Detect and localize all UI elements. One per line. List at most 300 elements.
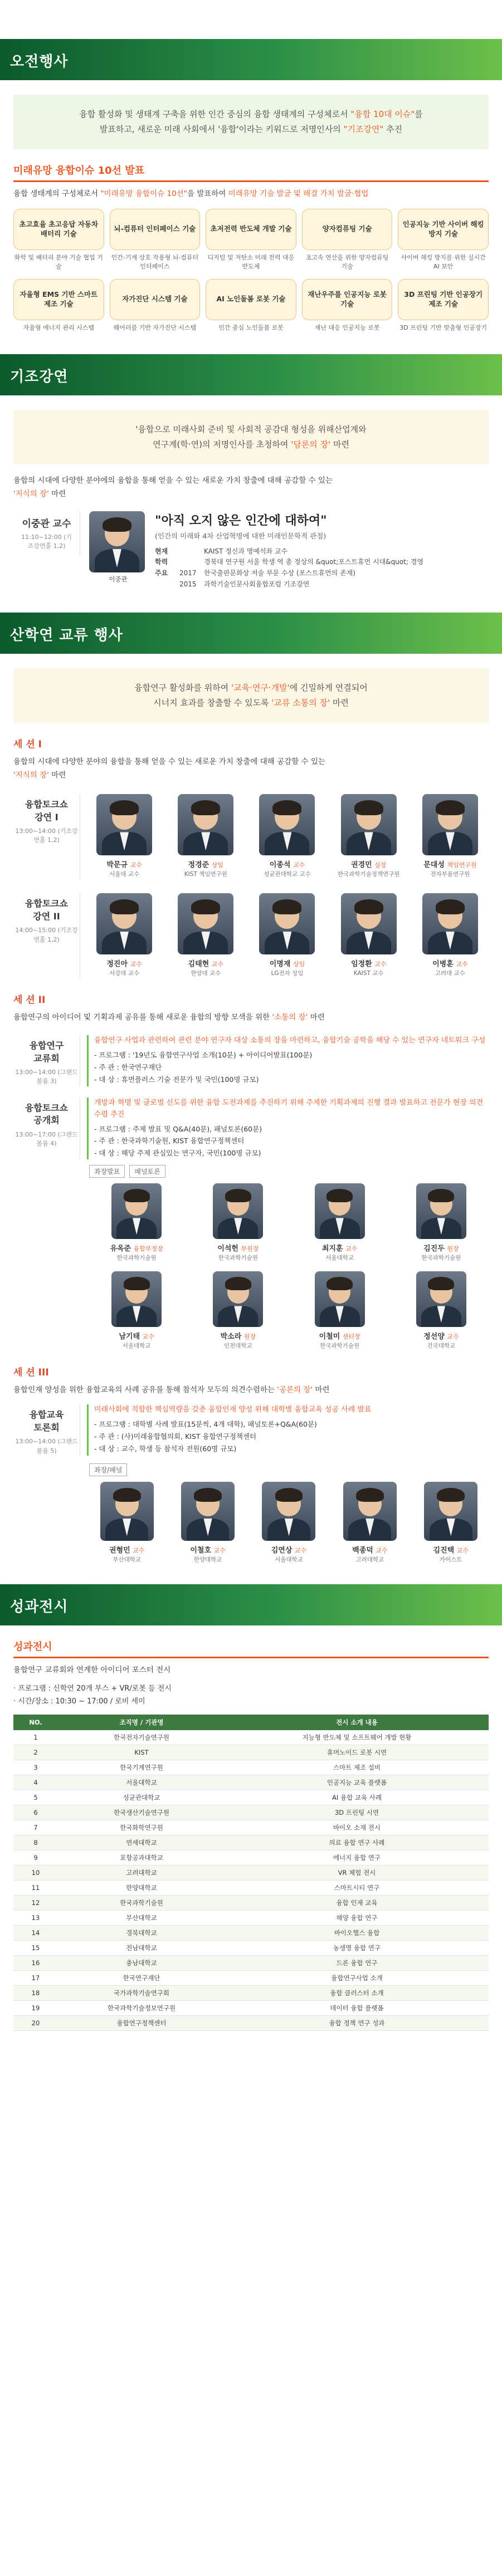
person-name — [423, 859, 476, 869]
table-row — [13, 1986, 489, 2001]
tag: 좌장/패널 — [89, 1463, 127, 1476]
row-title-text: 교류회 — [33, 1052, 60, 1064]
person-desc: KIST 책임연구원 — [184, 871, 227, 878]
person-role: 교수 — [294, 1547, 307, 1555]
intro-text: 연구계(학·연)의 저명인사를 초청하여 — [153, 439, 291, 450]
speaker-quote: "아직 오지 않은 인간에 대하여" — [155, 513, 327, 528]
row-title — [13, 1040, 80, 1065]
person-desc: 서울대 교수 — [109, 871, 140, 878]
session-2-label: 세 션 II — [13, 994, 46, 1006]
row-title: 토론회 — [33, 1422, 60, 1433]
table-cell: 바이오 소재 전시 — [225, 1820, 489, 1835]
person-photo — [259, 794, 315, 855]
person-card — [412, 893, 489, 978]
table-cell: 융합연구정책센터 — [58, 2016, 225, 2031]
bullet: · 시간/장소 : 10:30 ~ 17:00 / 로비 세미 — [13, 1697, 145, 1706]
highlight: '소통의 장' — [272, 1012, 308, 1022]
career-cell — [179, 557, 204, 568]
person-card — [89, 1271, 184, 1350]
table-row — [13, 1850, 489, 1865]
person-card — [330, 794, 407, 879]
person-role: 책임연구원 — [447, 861, 477, 869]
person-desc: 인천대학교 — [224, 1343, 252, 1350]
table-cell: 충남대학교 — [58, 1956, 225, 1971]
person-card — [170, 1482, 245, 1564]
table-cell: 드론 융합 연구 — [225, 1956, 489, 1971]
table-cell: 고려대학교 — [58, 1865, 225, 1880]
table-row — [13, 1820, 489, 1835]
table-cell: 포항공과대학교 — [58, 1850, 225, 1865]
table-cell: 한국연구재단 — [58, 1971, 225, 1986]
table-cell: 1 — [13, 1730, 58, 1745]
person-desc: 고려대학교 — [355, 1556, 384, 1564]
lecture-2-people — [80, 893, 489, 978]
row-title: 융합교육 — [29, 1409, 64, 1421]
person-desc: 카이스트 — [440, 1556, 462, 1564]
exhibit-bullets — [13, 1683, 489, 1708]
person-card — [86, 893, 163, 978]
person-card — [394, 1183, 489, 1262]
person-name-text: 최지훈 — [321, 1245, 343, 1253]
table-cell: 전남대학교 — [58, 1941, 225, 1956]
person-role: 교수 — [456, 961, 468, 968]
issue-item — [398, 209, 489, 271]
row-label — [13, 1098, 80, 1159]
person-photo — [424, 1482, 477, 1541]
issue-title: 초저전력 반도체 개발 기술 — [206, 209, 296, 250]
person-desc: KAIST 교수 — [353, 970, 384, 977]
person-desc: 한국과학기술원 — [421, 1255, 461, 1262]
table-row — [13, 1760, 489, 1775]
intro-box — [13, 410, 489, 464]
table-cell: 12 — [13, 1896, 58, 1911]
person-role: 센터장 — [342, 1333, 360, 1341]
person-name — [217, 1242, 259, 1253]
table-row — [13, 2016, 489, 2031]
person-name-text: 문대성 — [423, 861, 445, 870]
lecture-time: 13:00~14:00 (기조강연홀 1,2) — [15, 827, 78, 844]
issue-item — [302, 209, 393, 271]
issue-title: 자가진단 시스템 기술 — [110, 279, 201, 320]
row-title-text: 융합연구 — [29, 1040, 64, 1051]
person-name — [322, 1242, 357, 1253]
table-cell: 융합 정책 연구 성과 — [225, 2016, 489, 2031]
person-role: 교수 — [130, 961, 142, 968]
issue-desc: 디지털 및 저탄소 미래 전력 대응 반도체 — [207, 253, 295, 270]
career-cell: 2015 — [179, 580, 197, 589]
table-row — [13, 1865, 489, 1880]
person-photo — [416, 1271, 466, 1327]
row-time: 13:00~14:00 (그랜드볼룸 3) — [15, 1068, 78, 1085]
row-info-item: - 프로그램 : 대학별 사례 발표(15분씩, 4개 대학), 패널토론+Q&A(60분) — [94, 1420, 317, 1429]
issue-item — [206, 209, 296, 271]
person-name — [351, 958, 386, 968]
lecture-2 — [13, 893, 489, 978]
session-2-row — [13, 1098, 489, 1159]
table-cell: 융합 인재 교육 — [225, 1896, 489, 1911]
session-3-paragraph — [13, 1384, 489, 1397]
table-row — [13, 1790, 489, 1805]
person-desc: 서강대 교수 — [109, 970, 140, 977]
person-name-text: 김진택 — [433, 1546, 455, 1555]
table-cell: 한국과학기술정보연구원 — [58, 2001, 225, 2016]
session-2-paragraph — [13, 1011, 489, 1025]
table-cell: 휴머노이드 로봇 시연 — [225, 1745, 489, 1760]
person-photo — [262, 1482, 315, 1541]
person-desc: 서울대학교 — [325, 1255, 354, 1262]
table-row — [13, 1956, 489, 1971]
speaker-time: 11:10~12:00 (기조강연홀 1,2) — [21, 533, 72, 550]
person-card — [89, 1183, 184, 1262]
divider — [13, 1657, 489, 1658]
table-cell: 한양대학교 — [58, 1880, 225, 1896]
person-desc: 서울대학교 — [275, 1556, 303, 1564]
exhibit-table — [13, 1715, 489, 2031]
person-name-text: 김태현 — [188, 960, 209, 969]
table-cell: 6 — [13, 1805, 58, 1820]
table-cell: 10 — [13, 1865, 58, 1880]
row-title-text: 공개회 — [33, 1115, 60, 1126]
issue-item — [398, 279, 489, 332]
section-banner-exchange — [0, 613, 502, 654]
session-3-row — [13, 1404, 489, 1456]
intro-highlight: '교류 소통의 장' — [271, 697, 330, 708]
text: 융합의 시대에 다양한 분야의 융합을 통해 얻을 수 있는 새로운 가치 창출에 대해 공감할 수 있는 — [13, 757, 325, 766]
person-role: 교수 — [293, 861, 305, 869]
table-cell: VR 체험 전시 — [225, 1865, 489, 1880]
table-row — [13, 1911, 489, 1926]
person-card — [248, 893, 325, 978]
issue-desc: 인간 중심 노인돌봄 로봇 — [218, 324, 284, 331]
intro-text: 융합연구 활성화를 위하여 — [134, 682, 231, 693]
person-photo — [259, 893, 315, 954]
person-photo — [181, 1482, 235, 1541]
speaker-photo — [89, 511, 145, 572]
person-card — [293, 1183, 387, 1262]
person-desc: 고려대 교수 — [435, 970, 465, 977]
person-name — [106, 859, 142, 869]
row-info-item: - 주 관 : (사)미래융합협의회, KIST 융합연구정책센터 — [94, 1432, 257, 1441]
table-cell: 3 — [13, 1760, 58, 1775]
table-cell: 연세대학교 — [58, 1835, 225, 1850]
career-cell: 현재 — [155, 547, 168, 555]
row-info — [87, 1035, 489, 1086]
table-row — [13, 1896, 489, 1911]
row-title-text: 융합토크쇼 — [25, 1102, 69, 1113]
table-cell: 스마트 제조 설비 — [225, 1760, 489, 1775]
person-photo — [422, 893, 478, 954]
intro-box — [13, 668, 489, 723]
table-body — [13, 1730, 489, 2031]
person-role: 교수 — [374, 961, 387, 968]
person-desc: 한국과학기술원 — [218, 1255, 258, 1262]
table-cell: 5 — [13, 1790, 58, 1805]
career-cell: 과학기술인문사회융합포럼 기조강연 — [204, 580, 310, 589]
text: 을 발표하여 — [187, 189, 228, 198]
person-name-text: 이철미 — [319, 1333, 340, 1341]
row-info-item: - 주 관 : 한국연구재단 — [94, 1062, 162, 1071]
issue-title: AI 노인돌봄 로봇 기술 — [206, 279, 296, 320]
issues-title: 미래유망 융합이슈 10선 발표 — [13, 165, 145, 177]
row-title — [13, 1102, 80, 1127]
table-cell: 경북대학교 — [58, 1926, 225, 1941]
highlight: '지식의 장' — [13, 770, 49, 780]
person-photo — [213, 1271, 263, 1327]
section-title: 오전행사 — [10, 53, 69, 70]
table-cell: 바이오헬스 융합 — [225, 1926, 489, 1941]
row-info-item: - 프로그램 : '19년도 융합연구사업 소개(10분) + 아이디어발표(100분) — [94, 1050, 313, 1059]
person-desc: LG전자 상임 — [271, 970, 304, 977]
table-cell: 융합연구사업 소개 — [225, 1971, 489, 1986]
row-info-list — [94, 1049, 489, 1086]
person-role: 교수 — [447, 1333, 459, 1341]
person-name — [106, 958, 142, 968]
table-cell: 한국기계연구원 — [58, 1760, 225, 1775]
table-cell: 20 — [13, 2016, 58, 2031]
person-name-text: 박문규 — [106, 861, 128, 870]
person-desc: 한국과학기술원 — [320, 1343, 360, 1350]
person-name-text: 이석헌 — [217, 1245, 238, 1253]
intro-text: 마련 — [330, 439, 349, 450]
section-banner-keynote — [0, 354, 502, 395]
intro-box — [13, 95, 489, 149]
table-row — [13, 1805, 489, 1820]
person-role: 교수 — [133, 1547, 145, 1555]
person-card — [191, 1271, 285, 1350]
tag-wrap — [89, 1463, 489, 1476]
table-cell: 국가과학기술연구회 — [58, 1986, 225, 2001]
session-1-label: 세 션 I — [13, 738, 42, 750]
person-name-text: 이종석 — [269, 861, 291, 870]
section-banner-morning — [0, 39, 502, 80]
person-card — [251, 1482, 326, 1564]
lecture-1 — [13, 794, 489, 879]
table-row — [13, 1835, 489, 1850]
text: 융합의 시대에 다양한 분야에의 융합을 통해 얻을 수 있는 새로운 가치 창출에 대해 공감할 수 있는 — [13, 476, 333, 486]
issue-item — [13, 209, 104, 271]
person-name — [188, 859, 223, 869]
person-desc: 한국과학기술원 — [116, 1255, 157, 1262]
intro-text: 를 — [415, 109, 423, 119]
intro-text: 마련 — [330, 697, 349, 708]
person-name — [351, 859, 386, 869]
person-name-text: 정선양 — [423, 1333, 445, 1341]
panel-people — [89, 1183, 489, 1350]
panel-tags — [89, 1165, 489, 1178]
table-row — [13, 1941, 489, 1956]
issue-desc: 웨어러블 기반 자가진단 시스템 — [113, 324, 197, 331]
person-photo — [416, 1183, 466, 1239]
person-desc: 전자부품연구원 — [430, 871, 470, 878]
table-cell: 농생명 융합 연구 — [225, 1941, 489, 1956]
issue-title: 뇌-컴퓨터 인터페이스 기술 — [110, 209, 201, 250]
person-desc: 성균관대학교 교수 — [264, 871, 311, 878]
person-photo — [422, 794, 478, 855]
table-cell: 17 — [13, 1971, 58, 1986]
person-name-text: 권경민 — [350, 861, 372, 870]
table-row — [13, 1730, 489, 1745]
person-name — [221, 1330, 256, 1341]
career-cell: 학력 — [155, 558, 168, 566]
row-info-title: 미래사회에 적합한 핵심역량을 갖춘 융합인재 양성 위해 대학별 융합교육 성공 사례 발표 — [94, 1405, 372, 1414]
person-name — [352, 1544, 387, 1555]
table-cell: 성균관대학교 — [58, 1790, 225, 1805]
person-card — [293, 1271, 387, 1350]
intro-text: 에 긴밀하게 연결되어 — [289, 682, 368, 693]
person-card — [248, 794, 325, 879]
table-header: NO. — [13, 1715, 58, 1730]
person-photo — [341, 794, 397, 855]
table-cell: 8 — [13, 1835, 58, 1850]
table-cell: 4 — [13, 1775, 58, 1790]
person-desc: 건국대학교 — [427, 1343, 456, 1350]
person-card — [394, 1271, 489, 1350]
issue-item — [110, 279, 201, 332]
issue-title: 양자컴퓨팅 기술 — [302, 209, 393, 250]
issue-desc: 사이버 해킹 방지를 위한 실시간 AI 보안 — [401, 253, 486, 270]
person-role: 교수 — [213, 1547, 226, 1555]
speaker-career — [155, 546, 489, 590]
person-role: 실장 — [374, 861, 387, 869]
person-name-text: 정진아 — [106, 960, 128, 969]
table-cell: 의료 융합 연구 사례 — [225, 1835, 489, 1850]
person-name — [271, 1544, 306, 1555]
table-cell: 15 — [13, 1941, 58, 1956]
career-cell: 경북대 연구원 서울 학생 역 총 정상의 &quot;포스트휴먼 시대&quot; 경영 — [204, 558, 423, 566]
row-info — [87, 1404, 489, 1456]
highlight: '지식의 장' — [13, 489, 49, 499]
table-cell: 13 — [13, 1911, 58, 1926]
issue-desc: 3D 프린팅 기반 맞춤형 인공장기 — [399, 324, 488, 331]
person-card — [89, 1482, 164, 1564]
person-name — [423, 1242, 459, 1253]
person-name — [270, 859, 305, 869]
table-header: 전시 소개 내용 — [225, 1715, 489, 1730]
person-desc: 한국과학기술정책연구원 — [337, 871, 400, 878]
lecture-1-people — [80, 794, 489, 879]
table-cell: 한국전자기술연구원 — [58, 1730, 225, 1745]
text: 마련 — [48, 770, 66, 780]
person-card — [191, 1183, 285, 1262]
intro-text: 융합 활성화 및 생태계 구축을 위한 인간 중심의 융합 생태계의 구성체로서 — [79, 109, 351, 119]
career-cell — [179, 546, 204, 557]
person-name-text: 이명재 — [269, 960, 291, 969]
person-name — [110, 1242, 163, 1253]
lecture-label — [13, 794, 80, 879]
lecture-title: 융합토크쇼 — [25, 799, 69, 810]
person-name — [319, 1330, 360, 1341]
issue-desc: 재난 대응 인공지능 로봇 — [314, 324, 380, 331]
issue-item — [110, 209, 201, 271]
lecture-title: 강연 I — [35, 811, 59, 822]
person-role: 교수 — [142, 1333, 154, 1341]
table-cell: 데이터 융합 플랫폼 — [225, 2001, 489, 2016]
person-role: 융합부정장 — [133, 1245, 163, 1253]
issues-paragraph — [13, 188, 489, 201]
person-photo — [315, 1271, 365, 1327]
career-cell: 2017 — [179, 569, 197, 577]
table-cell: AI 융합 교육 사례 — [225, 1790, 489, 1805]
table-cell: 한국화학연구원 — [58, 1820, 225, 1835]
row-time: 13:00~14:00 (그랜드볼룸 5) — [15, 1438, 78, 1454]
person-name — [109, 1544, 144, 1555]
person-name-text: 김진두 — [423, 1245, 445, 1253]
session-3-people — [89, 1482, 489, 1564]
speaker-subtitle: (인간의 미래와 4차 산업혁명에 대한 미래인문학적 관점) — [155, 531, 326, 540]
person-desc: 한양대학교 — [193, 1556, 222, 1564]
person-role: 상임 — [211, 861, 224, 869]
person-name-text: 권형민 — [109, 1546, 130, 1555]
text: 마련 — [48, 489, 66, 499]
person-role: 상임 — [293, 961, 305, 968]
person-role: 원장 — [447, 1245, 459, 1253]
issue-item — [206, 279, 296, 332]
table-row — [13, 1971, 489, 1986]
speaker-label — [13, 511, 80, 556]
issues-grid — [13, 209, 489, 332]
row-info-list — [94, 1123, 489, 1160]
person-card — [167, 893, 244, 978]
table-cell: 에너지 융합 연구 — [225, 1850, 489, 1865]
table-row — [13, 1926, 489, 1941]
person-photo — [111, 1183, 162, 1239]
table-cell: 7 — [13, 1820, 58, 1835]
row-info-item: - 대 상 : 휴먼플러스 기술 전문가 및 국민(100명 규모) — [94, 1075, 259, 1084]
intro-text: '융합으로 미래사회 준비 및 사회적 공감대 형성을 위해산업계와 — [135, 424, 367, 435]
person-name — [433, 1544, 469, 1555]
person-role: 원장 — [243, 1333, 256, 1341]
exhibit-paragraph: 융합연구 교류회와 연계한 아이디어 포스터 전시 — [13, 1666, 171, 1675]
issue-desc: 초고속 연산을 위한 양자컴퓨팅 기술 — [305, 253, 389, 270]
session-3-label: 세 션 III — [13, 1367, 49, 1378]
person-photo — [213, 1183, 263, 1239]
person-card — [86, 794, 163, 879]
intro-highlight: "융합 10대 이슈" — [350, 109, 415, 119]
person-name — [270, 958, 305, 968]
person-desc: 부산대학교 — [113, 1556, 142, 1564]
text: 마련 — [313, 1385, 330, 1394]
lecture-title: 융합토크쇼 — [25, 898, 69, 909]
row-info-list — [94, 1418, 489, 1455]
row-time: 13:00~17:00 (그랜드볼룸 4) — [15, 1130, 78, 1148]
keynote-paragraph — [13, 474, 489, 501]
speaker-role: 이중관 교수 — [22, 518, 71, 530]
speaker-name: 이중관 — [109, 575, 128, 583]
session-2-row — [13, 1035, 489, 1086]
speaker-photo-wrap — [80, 511, 147, 584]
speaker-info — [147, 511, 489, 590]
table-cell: 부산대학교 — [58, 1911, 225, 1926]
table-cell: KIST — [58, 1745, 225, 1760]
intro-highlight: '담론의 장' — [291, 439, 331, 450]
person-role: 교수 — [345, 1245, 358, 1253]
person-role: 부원장 — [241, 1245, 259, 1253]
intro-text: 추진 — [383, 124, 403, 134]
person-card — [330, 893, 407, 978]
section-title: 산학연 교류 행사 — [10, 626, 123, 644]
person-photo — [178, 893, 233, 954]
table-cell: 한국생산기술연구원 — [58, 1805, 225, 1820]
person-card — [412, 794, 489, 879]
person-name — [432, 958, 467, 968]
exhibit-subtitle: 성과전시 — [13, 1641, 52, 1653]
lecture-time: 14:00~15:00 (기조강연홀 1,2) — [15, 927, 78, 943]
person-name — [423, 1330, 459, 1341]
text: 융합 생태계의 구성체로서 — [13, 189, 101, 198]
person-name — [119, 1330, 154, 1341]
issue-title: 초고효율 초고응답 자동차 배터리 기술 — [13, 209, 104, 250]
table-cell: 3D 프린팅 시연 — [225, 1805, 489, 1820]
